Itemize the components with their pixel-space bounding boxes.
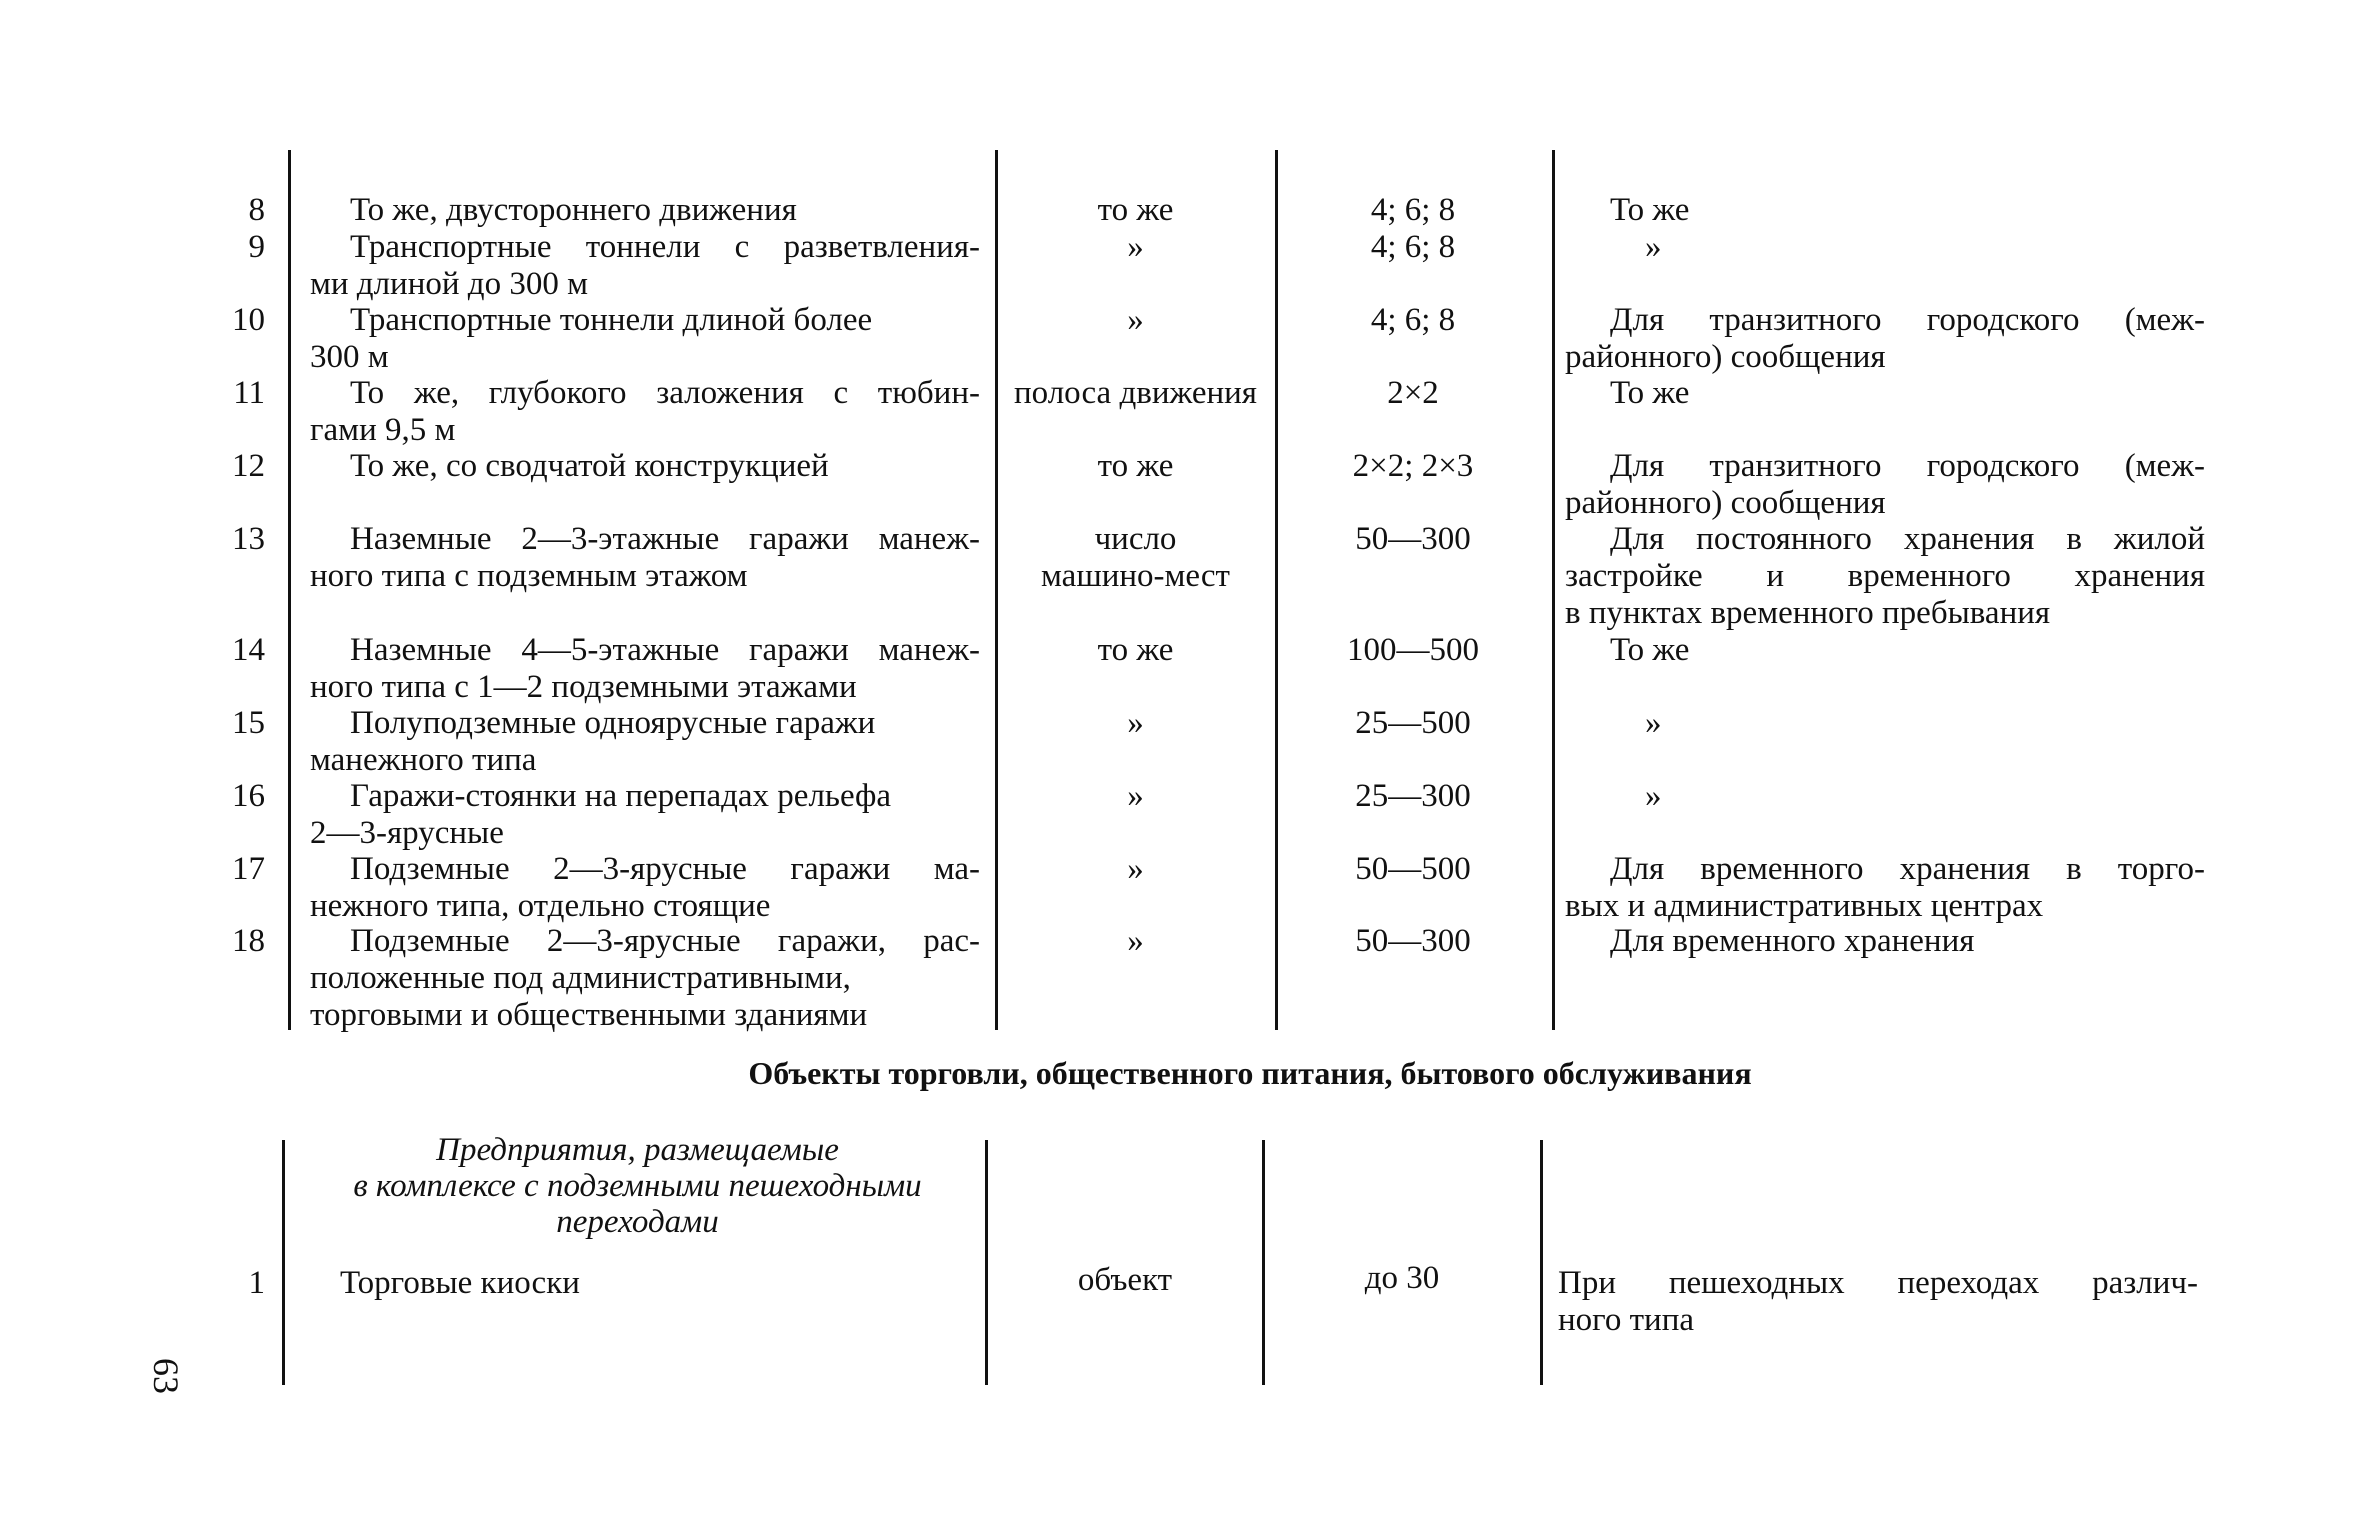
row-value: 2×2 xyxy=(1387,375,1439,411)
note-line: То же xyxy=(1610,632,1690,668)
row-name xyxy=(310,778,980,852)
table2-rule-name xyxy=(985,1140,988,1385)
row-number: 12 xyxy=(232,448,265,484)
unit-line: » xyxy=(1127,705,1144,741)
name-line: Наземные 4—5-этажные гаражи манеж- xyxy=(350,632,980,668)
unit-line: » xyxy=(1127,229,1144,265)
name-line: манежного типа xyxy=(310,742,537,778)
row-unit xyxy=(998,521,1273,595)
row-number: 1 xyxy=(248,1265,265,1301)
unit-line: » xyxy=(1127,302,1144,338)
name-line: То же, глубокого заложения с тюбин- xyxy=(350,375,980,411)
name-line: ного типа с подземным этажом xyxy=(310,558,748,594)
row-value: 50—300 xyxy=(1355,521,1471,557)
row-note xyxy=(1565,192,2205,229)
row-name xyxy=(310,705,980,779)
row-unit xyxy=(998,923,1273,960)
note-line: То же xyxy=(1610,192,1690,228)
unit-line: то же xyxy=(1097,632,1174,668)
row-unit: объект xyxy=(1077,1262,1173,1298)
row-value: 2×2; 2×3 xyxy=(1352,448,1474,484)
note-line: районного) сообщения xyxy=(1565,485,1886,521)
unit-line: » xyxy=(1127,851,1144,887)
row-unit xyxy=(998,375,1273,412)
name-line: ного типа с 1—2 подземными этажами xyxy=(310,669,857,705)
row-number: 13 xyxy=(232,521,265,557)
row-value: 4; 6; 8 xyxy=(1370,302,1456,338)
row-value: 50—500 xyxy=(1355,851,1471,887)
row-unit xyxy=(998,192,1273,229)
row-number: 17 xyxy=(232,851,265,887)
row-value: 4; 6; 8 xyxy=(1370,192,1456,228)
row-value: до 30 xyxy=(1364,1260,1440,1296)
row-name xyxy=(310,851,980,925)
note-line: Для постоянного хранения в жилой xyxy=(1610,521,2205,557)
name-line: Транспортные тоннели длиной более xyxy=(350,302,873,338)
name-line: торговыми и общественными зданиями xyxy=(310,997,868,1033)
name-line: Гаражи-стоянки на перепадах рельефа xyxy=(350,778,892,814)
subheading-line: в комплексе с подземными пешеходными xyxy=(353,1168,922,1204)
name-line: Подземные 2—3-ярусные гаражи, рас- xyxy=(350,923,980,959)
note-line: в пунктах временного пребывания xyxy=(1565,595,2051,631)
subheading-line: Предприятия, размещаемые xyxy=(436,1132,839,1168)
row-name xyxy=(310,448,980,485)
row-unit xyxy=(998,778,1273,815)
name-line: положенные под административными, xyxy=(310,960,851,996)
row-unit xyxy=(998,851,1273,888)
row-number: 18 xyxy=(232,923,265,959)
row-note xyxy=(1565,851,2205,925)
row-value: 50—300 xyxy=(1355,923,1471,959)
page-number: 63 xyxy=(146,1358,186,1394)
unit-line: машино-мест xyxy=(1041,558,1230,594)
row-name xyxy=(310,375,980,449)
row-note xyxy=(1565,705,2205,742)
row-note xyxy=(1565,302,2205,376)
subheading-line: переходами xyxy=(556,1204,719,1240)
table1-rule-num xyxy=(288,150,291,1030)
name-line: То же, со сводчатой конструкцией xyxy=(350,448,829,484)
row-name xyxy=(310,923,980,1034)
row-note xyxy=(1565,229,2205,266)
name-line: ми длиной до 300 м xyxy=(310,266,588,302)
row-note xyxy=(1565,521,2205,632)
note-line: То же xyxy=(1610,375,1690,411)
note-line: Для временного хранения в торго- xyxy=(1610,851,2205,887)
name-line: нежного типа, отдельно стоящие xyxy=(310,888,771,924)
unit-line: » xyxy=(1127,923,1144,959)
section-title: Объекты торговли, общественного питания, бытового обслуживания xyxy=(748,1055,1752,1091)
row-unit xyxy=(998,705,1273,742)
note-line: застройке и временного хранения xyxy=(1565,558,2205,594)
unit-line: то же xyxy=(1097,448,1174,484)
row-note xyxy=(1565,375,2205,412)
row-unit xyxy=(998,302,1273,339)
row-number: 10 xyxy=(232,302,265,338)
row-unit xyxy=(998,448,1273,485)
unit-line: полоса движения xyxy=(1013,375,1257,411)
name-line: 300 м xyxy=(310,339,389,375)
note-line: При пешеходных переходах различ- xyxy=(1558,1265,2198,1301)
unit-line: число xyxy=(1094,521,1177,557)
row-value: 25—500 xyxy=(1355,705,1471,741)
row-unit xyxy=(998,229,1273,266)
row-number: 14 xyxy=(232,632,265,668)
row-unit xyxy=(998,632,1273,669)
note-line: Для транзитного городского (меж- xyxy=(1610,302,2205,338)
row-note xyxy=(1565,632,2205,669)
table2-rule-value xyxy=(1540,1140,1543,1385)
row-name xyxy=(310,302,980,376)
row-value: 4; 6; 8 xyxy=(1370,229,1456,265)
note-line: » xyxy=(1645,229,1662,265)
name-line: Подземные 2—3-ярусные гаражи ма- xyxy=(350,851,980,887)
row-name: Торговые киоски xyxy=(340,1265,580,1301)
note-line: ного типа xyxy=(1558,1302,1695,1338)
note-line: Для временного хранения xyxy=(1610,923,1975,959)
row-number: 11 xyxy=(233,375,265,411)
row-name xyxy=(310,521,980,595)
name-line: Наземные 2—3-этажные гаражи манеж- xyxy=(350,521,980,557)
table2-rule-num xyxy=(282,1140,285,1385)
table1-rule-unit xyxy=(1275,150,1278,1030)
name-line: 2—3-ярусные xyxy=(310,815,504,851)
note-line: районного) сообщения xyxy=(1565,339,1886,375)
table2-rule-unit xyxy=(1262,1140,1265,1385)
row-note xyxy=(1565,778,2205,815)
row-number: 8 xyxy=(248,192,265,228)
note-line: » xyxy=(1645,778,1662,814)
unit-line: то же xyxy=(1097,192,1174,228)
row-value: 100—500 xyxy=(1347,632,1479,668)
row-number: 9 xyxy=(248,229,265,265)
row-name xyxy=(310,229,980,303)
unit-line: » xyxy=(1127,778,1144,814)
row-note xyxy=(1565,923,2205,960)
note-line: » xyxy=(1645,705,1662,741)
row-number: 16 xyxy=(232,778,265,814)
name-line: гами 9,5 м xyxy=(310,412,456,448)
table1-rule-value xyxy=(1552,150,1555,1030)
name-line: Полуподземные одноярусные гаражи xyxy=(350,705,876,741)
note-line: Для транзитного городского (меж- xyxy=(1610,448,2205,484)
row-name xyxy=(310,192,980,229)
row-name xyxy=(310,632,980,706)
row-value: 25—300 xyxy=(1355,778,1471,814)
row-note xyxy=(1558,1265,2198,1339)
name-line: Транспортные тоннели с разветвления- xyxy=(350,229,980,265)
name-line: То же, двустороннего движения xyxy=(350,192,797,228)
note-line: вых и административных центрах xyxy=(1565,888,2044,924)
row-number: 15 xyxy=(232,705,265,741)
table2-subheading xyxy=(295,1132,980,1240)
row-note xyxy=(1565,448,2205,522)
